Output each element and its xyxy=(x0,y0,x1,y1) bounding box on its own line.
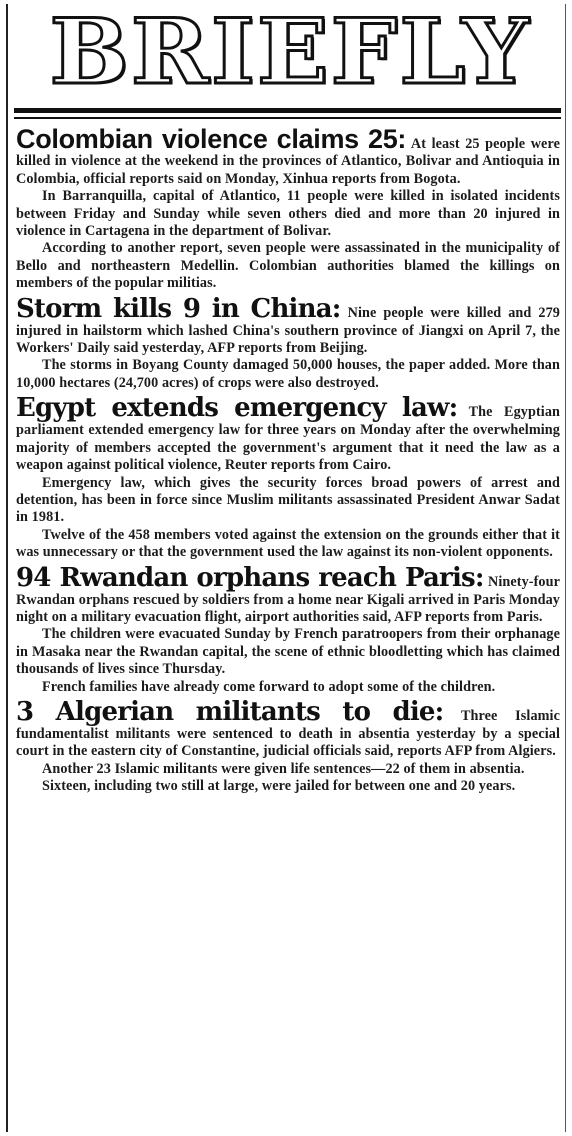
story-headline: Colombian violence claims 25: xyxy=(16,124,407,154)
story-algeria xyxy=(16,696,560,796)
story-lead-text: Ninety-four Rwandan orphans rescued by soldiers from a home near Kigali arrived in Paris Monday night on a military evacuation flight, airport authorities said, AFP reports from Paris. xyxy=(16,573,560,625)
story-headline: Egypt extends emergency law: xyxy=(16,393,458,424)
story-paragraph: French families have already come forward to adopt some of the children. xyxy=(42,678,496,695)
story-paragraph: Twelve of the 458 members voted against the extension on the grounds either that it was unnecessary or that the government used the law against its non-violent opponents. xyxy=(16,526,560,561)
story-headline: 3 Algerian militants to die: xyxy=(16,696,444,727)
story-paragraph: Sixteen, including two still at large, were jailed for between one and 20 years. xyxy=(42,778,516,795)
story-colombia xyxy=(16,126,560,293)
story-paragraph: According to another report, seven people were assassinated in the municipality of Bello and northeastern Medellin. Colombian authorities blamed the killings on members of the popular militias. xyxy=(16,240,560,292)
story-lead-paragraph xyxy=(16,395,560,474)
story-headline: 94 Rwandan orphans reach Paris: xyxy=(16,562,484,593)
story-paragraph: Emergency law, which gives the security forces broad powers of arrest and detention, has been in force since Muslim militants assassinated President Anwar Sadat in 1981. xyxy=(16,474,560,526)
story-lead-paragraph xyxy=(16,562,560,627)
story-lead-paragraph xyxy=(16,696,560,761)
story-lead-text: Three Islamic fundamentalist militants were sentenced to death in absentia yesterday by a special court in the eastern city of Constantine, judicial officials said, reports AFP from Algiers. xyxy=(16,707,560,760)
story-lead-text: Nine people were killed and 279 injured in hailstorm which lashed China's southern province of Jiangxi on April 7, the Workers' Daily said yesterday, AFP reports from Beijing. xyxy=(16,304,560,357)
story-china-storm xyxy=(16,293,560,393)
story-rwanda xyxy=(16,562,560,696)
story-paragraph: The children were evacuated Sunday by French paratroopers from their orphanage in Masaka near the Rwandan capital, the scene of ethnic bloodletting which has claimed thousands of lives since Thursday. xyxy=(16,626,560,678)
story-lead-text: At least 25 people were killed in violence at the weekend in the provinces of Atlantico, Bolivar and Antioquia in Colombia, official reports said on Monday, Xinhua reports from Bogota. xyxy=(16,136,560,187)
stories-column xyxy=(16,126,560,796)
story-lead-text: The Egyptian parliament extended emergency law for three years on Monday after the overwhelming majority of members accepted the government's argument that it need the law as a weapon against political violence, Reuter reports from Cairo. xyxy=(16,404,560,474)
story-egypt xyxy=(16,395,560,561)
story-headline: Storm kills 9 in China: xyxy=(16,293,341,324)
story-lead-paragraph xyxy=(16,293,560,358)
newspaper-clipping xyxy=(6,4,566,1132)
masthead-rule-thick xyxy=(14,108,561,113)
story-paragraph: In Barranquilla, capital of Atlantico, 11 people were killed in isolated incidents between Friday and Sunday while seven others died and more than 20 injured in violence in Cartagena in the department of Bolivar. xyxy=(16,188,560,240)
story-paragraph: Another 23 Islamic militants were given life sentences—22 of them in absentia. xyxy=(42,760,525,777)
masthead-title: BRIEFLY xyxy=(49,4,531,105)
story-paragraph: The storms in Boyang County damaged 50,000 houses, the paper added. More than 10,000 hectares (24,700 acres) of crops were also destroyed. xyxy=(16,357,560,391)
masthead-rule-thin xyxy=(14,117,561,119)
story-lead-paragraph xyxy=(16,126,560,188)
